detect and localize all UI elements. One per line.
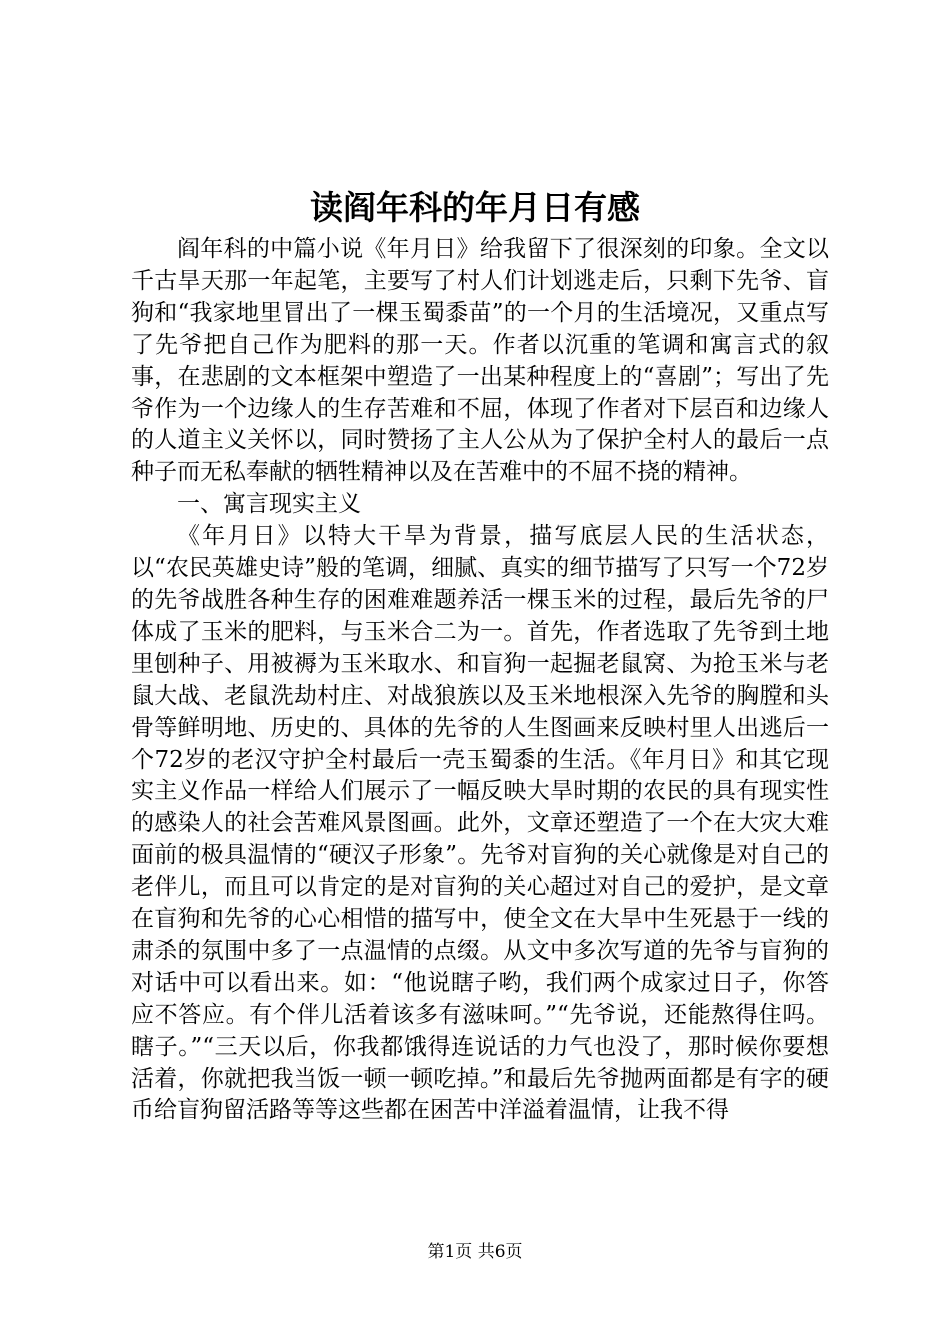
paragraph-intro: 阎年科的中篇小说《年月日》给我留下了很深刻的印象。全文以千古旱天那一年起笔，主要写了村人们计划逃走后，只剩下先爷、盲狗和“我家地里冒出了一棵玉蜀黍苗”的一个月的生活境况，又重点写了先爷把自己作为肥料的那一天。作者以沉重的笔调和寓言式的叙事，在悲剧的文本框架中塑造了一出某种程度上的“喜剧”；写出了先爷作为一个边缘人的生存苦难和不屈，体现了作者对下层百和边缘人的人道主义关怀以，同时赞扬了主人公从为了保护全村人的最后一点种子而无私奉献的牺牲精神以及在苦难中的不屈不挠的精神。 [131,236,829,486]
document-body [131,234,829,1127]
page-number-footer: 第1页 共6页 [427,1242,523,1262]
paragraph-section-1: 《年月日》以特大干旱为背景，描写底层人民的生活状态，以“农民英雄史诗”般的笔调，细腻、真实的细节描写了只写一个72岁的先爷战胜各种生存的困难难题养活一棵玉米的过程，最后先爷的尸体成了玉米的肥料，与玉米合二为一。首先，作者选取了先爷到土地里刨种子、用被褥为玉米取水、和盲狗一起掘老鼠窝、为抢玉米与老鼠大战、老鼠洗劫村庄、对战狼族以及玉米地根深入先爷的胸膛和头骨等鲜明地、历史的、具体的先爷的人生图画来反映村里人出逃后一个72岁的老汉守护全村最后一壳玉蜀黍的生活。《年月日》和其它现实主义作品一样给人们展示了一幅反映大旱时期的农民的具有现实性的感染人的社会苦难风景图画。此外，文章还塑造了一个在大灾大难面前的极具温情的“硬汉子形象”。先爷对盲狗的关心就像是对自己的老伴儿，而且可以肯定的是对盲狗的关心超过对自己的爱护，是文章在盲狗和先爷的心心相惜的描写中，使全文在大旱中生死悬于一线的肃杀的氛围中多了一点温情的点缀。从文中多次写道的先爷与盲狗的对话中可以看出来。如：“他说瞎子哟，我们两个成家过日子，你答应不答应。有个伴儿活着该多有滋味呵。”“先爷说，还能熬得住吗。瞎子。”“三天以后，你我都饿得连说话的力气也没了，那时候你要想活着，你就把我当饭一顿一顿吃掉。”和最后先爷抛两面都是有字的硬币给盲狗留活路等等这些都在困苦中洋溢着温情，让我不得 [131,523,829,1124]
document-title: 读阎年科的年月日有感 [310,188,640,227]
section-heading: 一、寓言现实主义 [177,491,361,518]
